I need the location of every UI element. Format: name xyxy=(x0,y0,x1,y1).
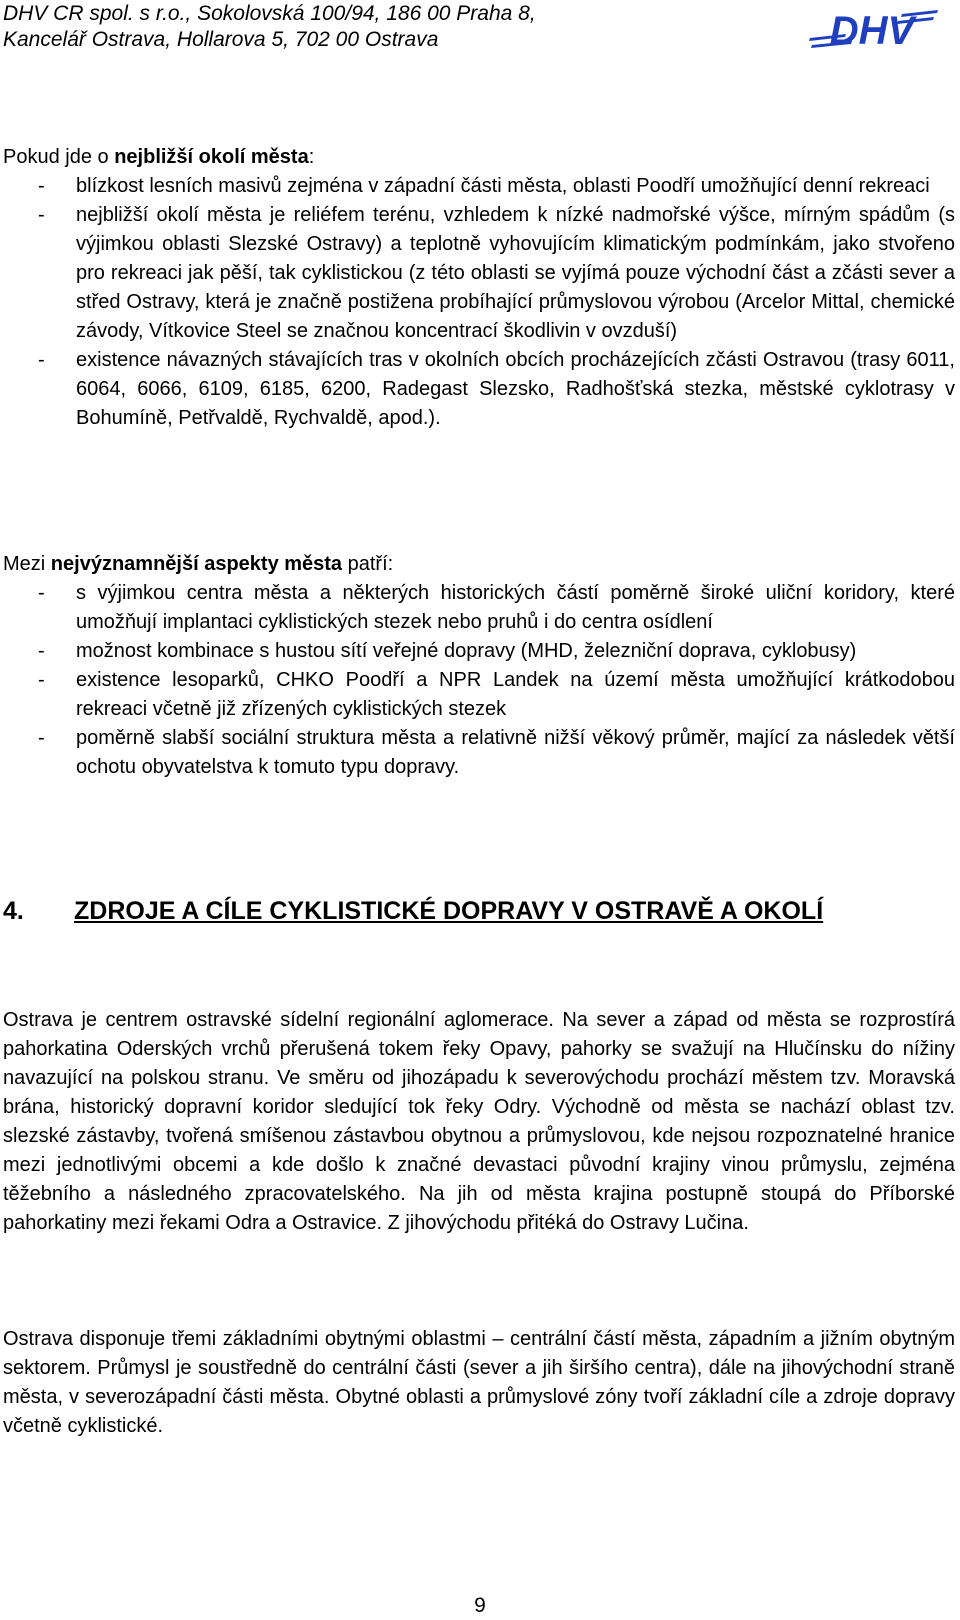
header-office-line: Kancelář Ostrava, Hollarova 5, 702 00 Ostrava xyxy=(3,28,439,51)
bullet-dash: - xyxy=(38,204,45,226)
intro-bold-text: nejvýznamnější aspekty města xyxy=(50,553,343,575)
bullet-dash: - xyxy=(38,640,45,662)
list-item xyxy=(3,579,955,637)
paragraph-residential-areas: Ostrava disponuje třemi základními obytnými oblastmi – centrální částí města, západním a jižním obytným sektorem. Průmysl je soustředně do centrální části (sever a jih širšího centra), dále na jihovýchodní straně města, v severozápadní části města. Obytné oblasti a průmyslové zóny tvoří základní cíle a zdroje dopravy včetně cyklistické. xyxy=(3,1328,955,1437)
bullet-dash: - xyxy=(38,669,45,691)
list-item xyxy=(3,637,955,666)
section-nearby-surroundings xyxy=(3,143,955,433)
list-item-text: nejbližší okolí města je reliéfem terénu, vzhledem k nízké nadmořské výšce, mírným spádům (s výjimkou oblasti Slezské Ostravy) a teplotně vyhovujícím klimatickým podmínkám, jako stvořeno pro rekreaci jak pěší, tak cyklistickou (z této oblasti se vyjímá pouze východní část a zčásti sever a střed Ostravy, která je značně postižena probíhající průmyslovou výrobou (Arcelor Mittal, chemické závody, Vítkovice Steel se značnou koncentrací škodlivin v ovzduší) xyxy=(76,204,955,342)
list-item-text: existence lesoparků, CHKO Poodří a NPR Landek na území města umožňující krátkodobou rekreaci včetně již zřízených cyklistických stezek xyxy=(76,669,955,720)
bullet-dash: - xyxy=(38,582,45,604)
bullet-dash: - xyxy=(38,727,45,749)
list-item-text: možnost kombinace s hustou sítí veřejné dopravy (MHD, železniční doprava, cyklobusy) xyxy=(76,640,857,662)
list-item-text: blízkost lesních masivů zejména v západní části města, oblasti Poodří umožňující denní rekreaci xyxy=(76,175,930,197)
page-number: 9 xyxy=(474,1594,486,1617)
list-item xyxy=(3,172,955,201)
section-intro xyxy=(3,550,955,579)
intro-bold-text: nejbližší okolí města xyxy=(114,146,309,168)
header-company-line: DHV CR spol. s r.o., Sokolovská 100/94, 186 00 Praha 8, xyxy=(3,2,536,25)
list-item-text: poměrně slabší sociální struktura města a relativně nižší věkový průměr, mající za následek větší ochotu obyvatelstva k tomuto typu dopravy. xyxy=(76,727,955,778)
intro-suffix: : xyxy=(308,146,315,168)
list-item xyxy=(3,346,955,433)
section-city-aspects xyxy=(3,550,955,782)
intro-text: Mezi xyxy=(3,553,51,575)
section-number: 4. xyxy=(3,897,24,925)
list-item xyxy=(3,201,955,346)
list-item xyxy=(3,666,955,724)
list-item-text: s výjimkou centra města a některých historických částí poměrně široké uliční koridory, které umožňují implantaci cyklistických stezek nebo pruhů i do centra osídlení xyxy=(76,582,955,633)
intro-suffix: patří: xyxy=(342,553,394,575)
list-item xyxy=(3,724,955,782)
dhv-logo xyxy=(806,4,942,54)
bullet-dash: - xyxy=(38,175,45,197)
page-header xyxy=(0,0,960,60)
section-heading xyxy=(3,894,955,928)
bullet-dash: - xyxy=(38,349,45,371)
list-item-text: existence návazných stávajících tras v okolních obcích procházejících zčásti Ostravou (trasy 6011, 6064, 6066, 6109, 6185, 6200, Radegast Slezsko, Radhošťská stezka, městské cyklotrasy v Bohumíně, Petřvaldě, Rychvaldě, apod.). xyxy=(76,349,955,429)
logo-text: DHV xyxy=(829,9,915,53)
section-intro xyxy=(3,143,955,172)
paragraph-geography: Ostrava je centrem ostravské sídelní regionální aglomerace. Na sever a západ od města se rozprostírá pahorkatina Oderských vrchů přerušená tokem řeky Opavy, pahorky se svažují na Hlučínsku do nížiny navazující na polskou stranu. Ve směru od jihozápadu k severovýchodu prochází městem tzv. Moravská brána, historický dopravní koridor sledující tok řeky Odry. Východně od města se nachází oblast tzv. slezské zástavby, tvořená smíšenou zástavbou obytnou a průmyslovou, kde nejsou rozpoznatelné hranice mezi jednotlivými obcemi a kde došlo k značné devastaci původní krajiny vinou průmyslu, zejména těžebního a následného zpracovatelského. Na jih od města krajina postupně stoupá do Příborské pahorkatiny mezi řekami Odra a Ostravice. Z jihovýchodu přitéká do Ostravy Lučina. xyxy=(3,1009,955,1234)
section-title: ZDROJE A CÍLE CYKLISTICKÉ DOPRAVY V OSTRAVĚ A OKOLÍ xyxy=(74,897,824,925)
intro-text: Pokud jde o xyxy=(3,146,115,168)
